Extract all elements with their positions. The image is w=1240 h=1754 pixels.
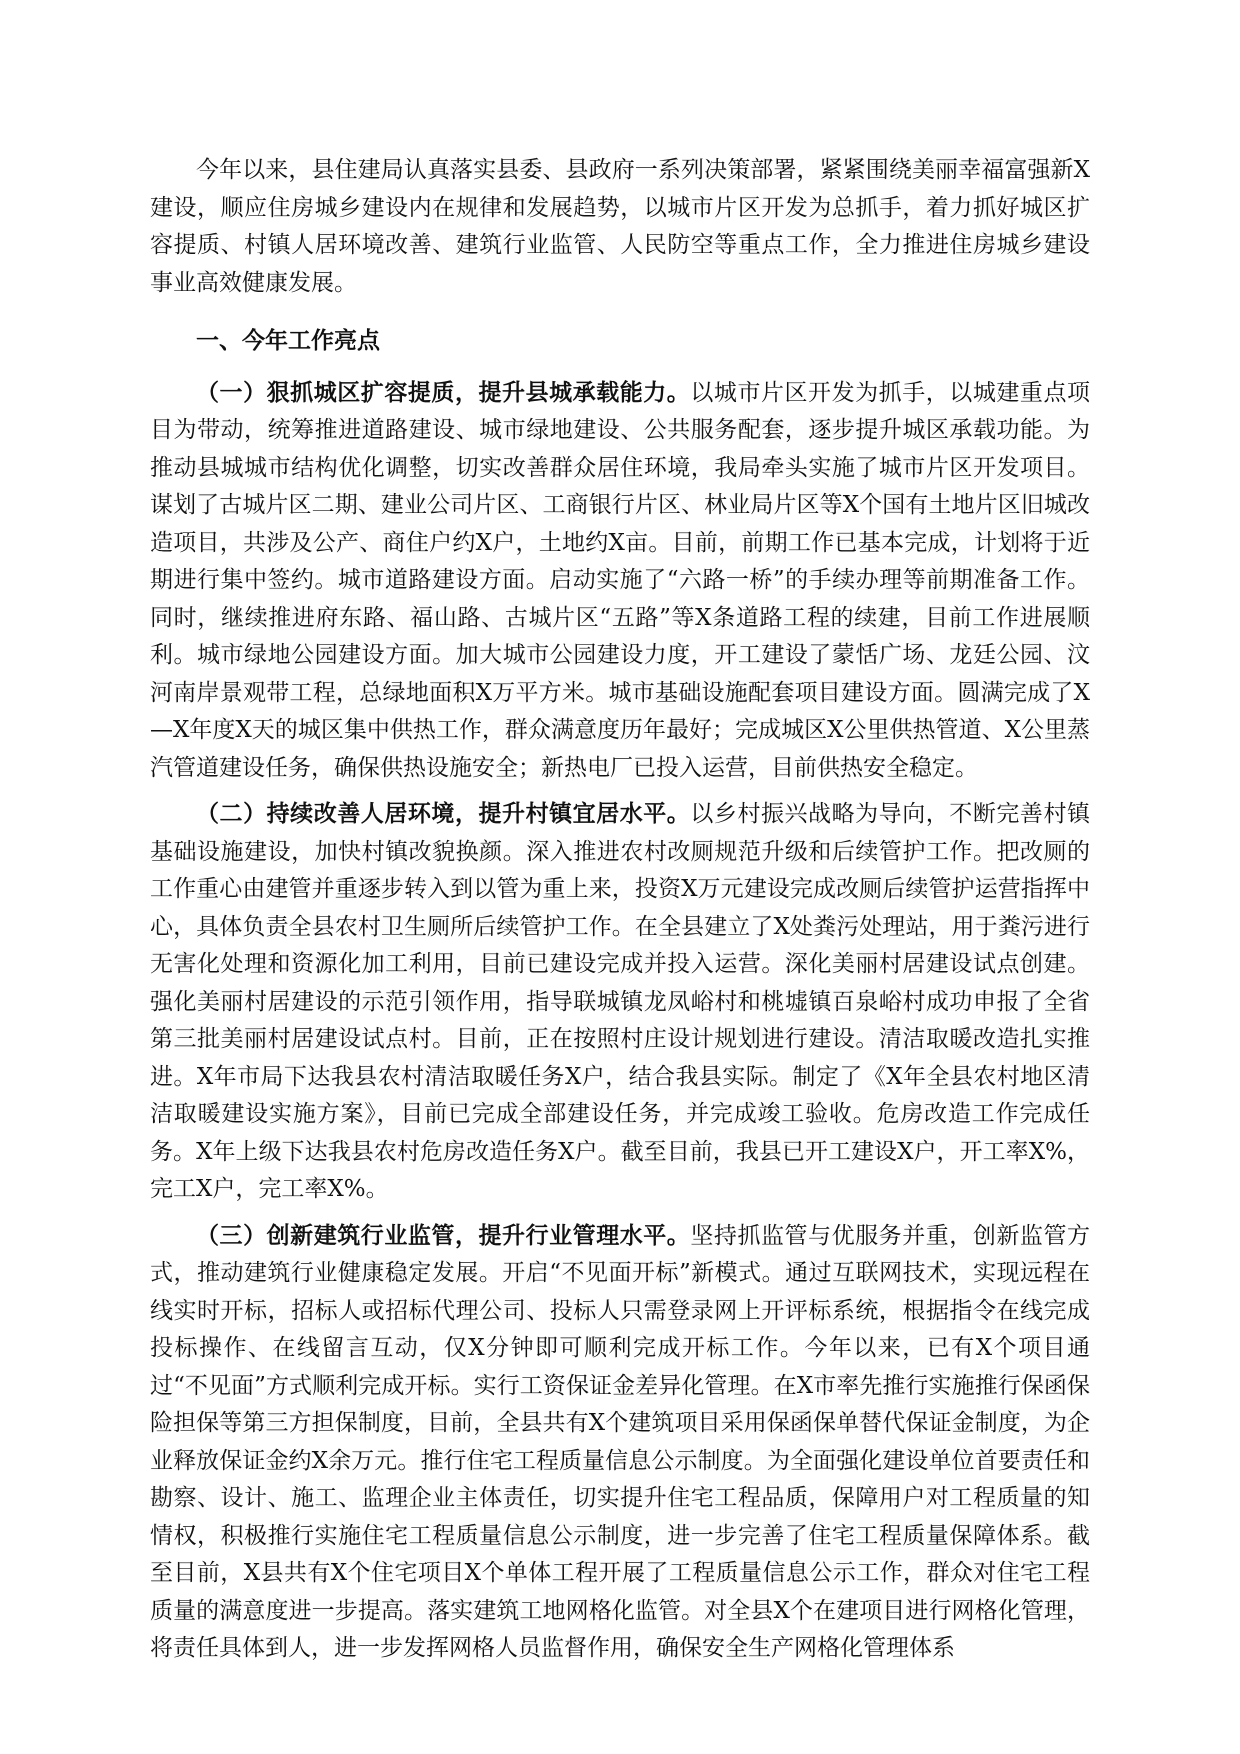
paragraph-1	[150, 374, 1090, 788]
paragraph-3	[150, 1217, 1090, 1668]
paragraph-3-body: 坚持抓监管与优服务并重，创新监管方式，推动建筑行业健康稳定发展。开启“不见面开标”新模式。通过互联网技术，实现远程在线实时开标，招标人或招标代理公司、投标人只需登录网上开评标系统，根据指令在线完成投标操作、在线留言互动，仅X分钟即可顺利完成开标工作。今年以来，已有X个项目通过“不见面”方式顺利完成开标。实行工资保证金差异化管理。在X市率先推行实施推行保函保险担保等第三方担保制度，目前，全县共有X个建筑项目采用保函保单替代保证金制度，为企业释放保证金约X余万元。推行住宅工程质量信息公示制度。为全面强化建设单位首要责任和勘察、设计、施工、监理企业主体责任，切实提升住宅工程品质，保障用户对工程质量的知情权，积极推行实施住宅工程质量信息公示制度，进一步完善了住宅工程质量保障体系。截至目前，X县共有X个住宅项目X个单体工程开展了工程质量信息公示工作，群众对住宅工程质量的满意度进一步提高。落实建筑工地网格化监管。对全县X个在建项目进行网格化管理，将责任具体到人，进一步发挥网格人员监督作用，确保安全生产网格化管理体系	[150, 1222, 1091, 1661]
paragraph-1-lead: （一）狠抓城区扩容提质，提升县城承载能力。	[196, 378, 691, 406]
section-heading: 一、今年工作亮点	[196, 327, 380, 354]
paragraph-2-body: 以乡村振兴战略为导向，不断完善村镇基础设施建设，加快村镇改貌换颜。深入推进农村改厕规范升级和后续管护工作。把改厕的工作重心由建管并重逐步转入到以管为重上来，投资X万元建设完成改厕后续管护运营指挥中心，具体负责全县农村卫生厕所后续管护工作。在全县建立了X处粪污处理站，用于粪污进行无害化处理和资源化加工利用，目前已建设完成并投入运营。深化美丽村居建设试点创建。强化美丽村居建设的示范引领作用，指导联城镇龙凤峪村和桃墟镇百泉峪村成功申报了全省第三批美丽村居建设试点村。目前，正在按照村庄设计规划进行建设。清洁取暖改造扎实推进。X年市局下达我县农村清洁取暖任务X户，结合我县实际。制定了《X年全县农村地区清洁取暖建设实施方案》，目前已完成全部建设任务，并完成竣工验收。危房改造工作完成任务。X年上级下达我县农村危房改造任务X户。截至目前，我县已开工建设X户，开工率X%，完工X户，完工率X%。	[150, 801, 1091, 1202]
paragraph-1-body: 以城市片区开发为抓手，以城建重点项目为带动，统筹推进道路建设、城市绿地建设、公共服务配套，逐步提升城区承载功能。为推动县城城市结构优化调整，切实改善群众居住环境，我局牵头实施了城市片区开发项目。谋划了古城片区二期、建业公司片区、工商银行片区、林业局片区等X个国有土地片区旧城改造项目，共涉及公产、商住户约X户，土地约X亩。目前，前期工作已基本完成，计划将于近期进行集中签约。城市道路建设方面。启动实施了“六路一桥”的手续办理等前期准备工作。同时，继续推进府东路、福山路、古城片区“五路”等X条道路工程的续建，目前工作进展顺利。城市绿地公园建设方面。加大城市公园建设力度，开工建设了蒙恬广场、龙廷公园、汶河南岸景观带工程，总绿地面积X万平方米。城市基础设施配套项目建设方面。圆满完成了X—X年度X天的城区集中供热工作，群众满意度历年最好；完成城区X公里供热管道、X公里蒸汽管道建设任务，确保供热设施安全；新热电厂已投入运营，目前供热安全稳定。	[150, 379, 1091, 781]
paragraph-2	[150, 795, 1090, 1209]
paragraph-3-lead: （三）创新建筑行业监管，提升行业管理水平。	[196, 1221, 691, 1249]
intro-paragraph: 今年以来，县住建局认真落实县委、县政府一系列决策部署，紧紧围绕美丽幸福富强新X建设，顺应住房城乡建设内在规律和发展趋势，以城市片区开发为总抓手，着力抓好城区扩容提质、村镇人居环境改善、建筑行业监管、人民防空等重点工作，全力推进住房城乡建设事业高效健康发展。	[150, 157, 1090, 296]
document-body	[150, 152, 1090, 1668]
paragraph-2-lead: （二）持续改善人居环境，提升村镇宜居水平。	[196, 800, 691, 827]
